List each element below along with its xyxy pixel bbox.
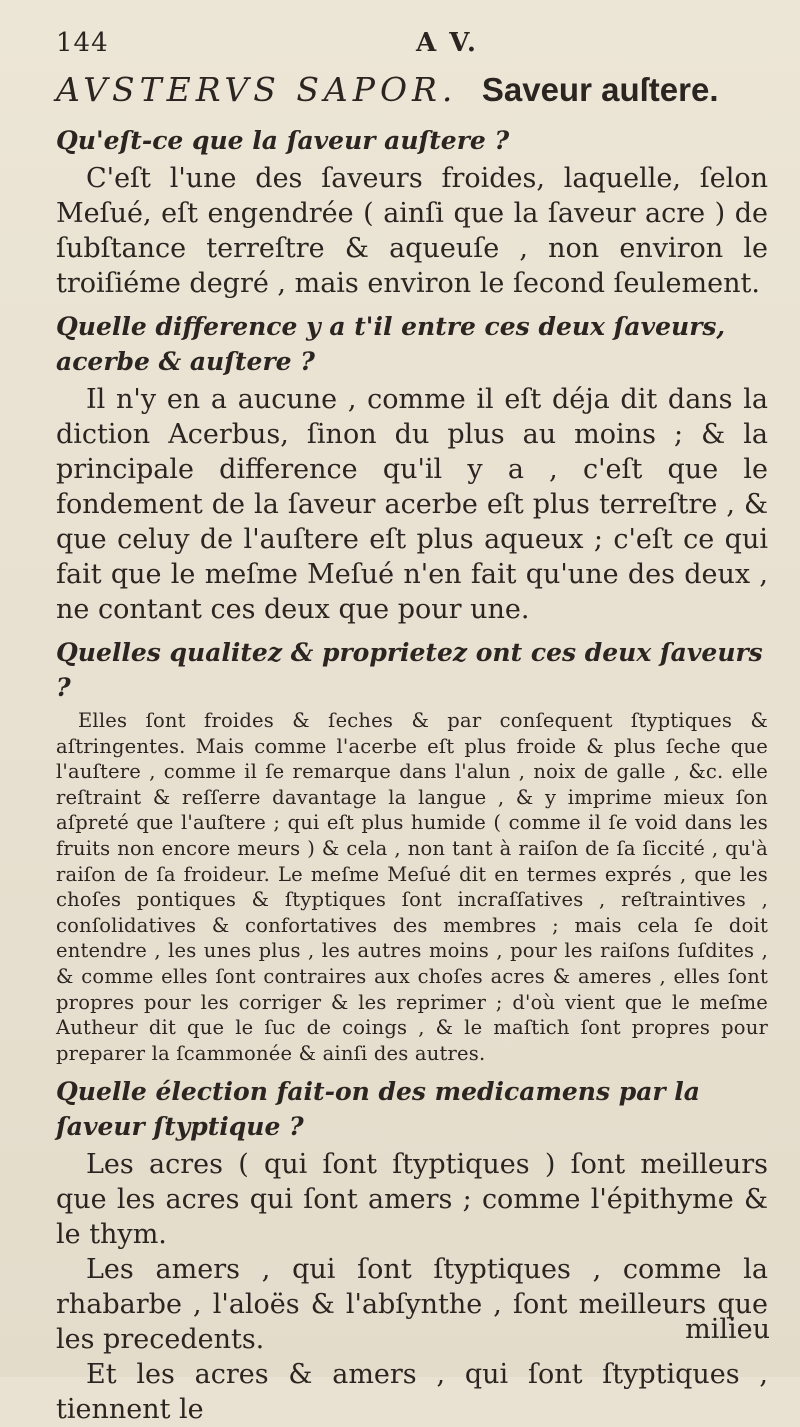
section-election — [56, 1074, 772, 1427]
page-number: 144 — [56, 28, 109, 58]
body-paragraph-small: Elles ſont froides & ſeches & par conſequent ſtyptiques & aſtringentes. Mais comme l'acerbe eſt plus froide & plus ſeche que l'auſtere , comme il ſe remarque dans l'alun , noix de galle , &c. elle reſtraint & reſſerre davantage la langue , & y imprime mieux ſon aſpreté que l'auſtere ; qui eſt plus humide ( comme il ſe void dans les fruits non encore meurs ) & cela , non tant à raiſon de ſa ſiccité , qu'à raiſon de ſa froideur. Le meſme Meſué dit en termes exprés , que les choſes pontiques & ſtyptiques ſont incraſſatives , reſtraintives , conſolidatives & confortatives des membres ; mais cela ſe doit entendre , les unes plus , les autres moins , pour les raiſons ſuſdites , & comme elles ſont contraires aux choſes acres & ameres , elles ſont propres pour les corriger & les reprimer ; d'où vient que le meſme Autheur dit que le ſuc de coings , & le maſtich ſont propres pour preparer la ſcammonée & ainſi des autres. — [56, 709, 768, 1065]
section-difference — [56, 309, 772, 627]
catchword: milieu — [685, 1314, 770, 1345]
page-header — [56, 28, 772, 66]
section-definition — [56, 123, 772, 301]
running-head: A V. — [416, 28, 478, 58]
body-paragraph: C'eſt l'une des ſaveurs froides, laquelle, ſelon Meſué, eſt engendrée ( ainſi que la ſaveur acre ) de ſubſtance terreſtre & aqueuſe , non environ le troiſiéme degré , mais environ le ſecond ſeulement. — [56, 163, 768, 299]
question-heading: Quelle difference y a t'il entre ces deux ſaveurs, acerbe & auſtere ? — [56, 312, 726, 376]
body-paragraph: Et les acres & amers , qui ſont ſtyptiques , tiennent le — [56, 1359, 768, 1426]
section-qualities — [56, 635, 772, 1066]
question-heading: Quelles qualitez & proprietez ont ces deux ſaveurs ? — [56, 638, 763, 702]
body-paragraph: Les amers , qui ſont ſtyptiques , comme la rhabarbe , l'aloës & l'abſynthe , ſont meilleurs que les precedents. — [56, 1254, 768, 1356]
body-paragraph: Il n'y en a aucune , comme il eſt déja dit dans la diction Acerbus, ſinon du plus au moins ; & la principale difference qu'il y a , c'eſt que le fondement de la ſaveur acerbe eſt plus terreſtre , & que celuy de l'auſtere eſt plus aqueux ; c'eſt ce qui fait que le meſme Meſué n'en fait qu'une des deux , ne contant ces deux que pour une. — [56, 384, 768, 625]
entry-title-french: Saveur auſtere. — [481, 71, 719, 108]
question-heading: Quelle élection fait-on des medicamens par la ſaveur ſtyptique ? — [56, 1077, 701, 1142]
question-heading: Qu'eſt-ce que la ſaveur auſtere ? — [56, 126, 510, 155]
entry-title — [56, 70, 772, 109]
body-paragraph: Les acres ( qui ſont ſtyptiques ) ſont meilleurs que les acres qui ſont amers ; comme l'épithyme & le thym. — [56, 1149, 768, 1251]
entry-title-latin: AVSTERVS SAPOR. — [56, 70, 458, 109]
